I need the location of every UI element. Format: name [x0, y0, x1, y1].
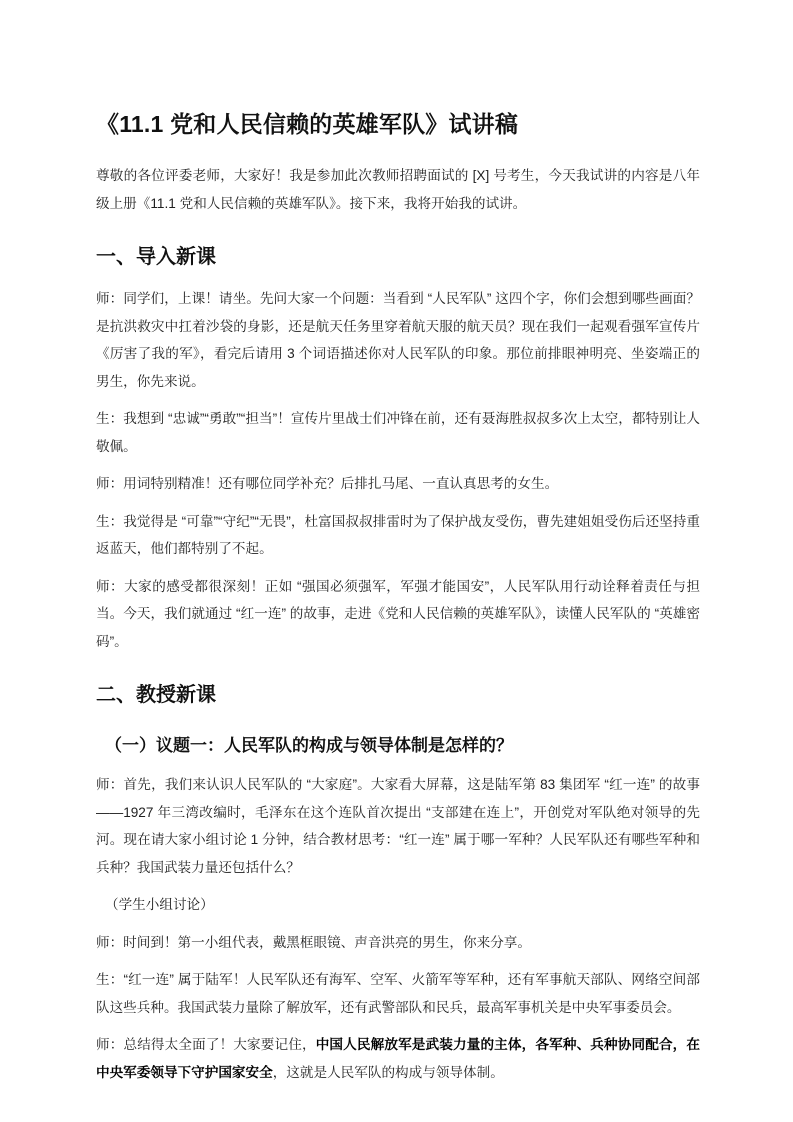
summary-lead-text: 师：总结得太全面了！大家要记住， — [96, 1037, 316, 1052]
summary-key-point-bold: 中国人民解放军是武装力量的主体，各军种、兵种协同配合，在中央军委领导下守护国家安全 — [96, 1037, 700, 1080]
paragraph-teacher-topic1-question: 师：首先，我们来认识人民军队的 “大家庭”。大家看大屏幕，这是陆军第 83 集团军 “红一连” 的故事 ——1927 年三湾改编时，毛泽东在这个连队首次提出 “支部建在连上”，开创党对军队绝对领导的先河。现在请大家小组讨论 1 分钟，结合教材思考：“红一连” 属于哪一军种？人民军队还有哪些军种和兵种？我国武装力量还包括什么？ — [96, 777, 700, 875]
intro-paragraph: 尊敬的各位评委老师，大家好！我是参加此次教师招聘面试的 [X] 号考生，今天我试讲的内容是八年级上册《11.1 党和人民信赖的英雄军队》。接下来，我将开始我的试讲。 — [96, 168, 700, 211]
paragraph-teacher-topic1-summary — [96, 1031, 700, 1086]
subsection-heading-topic-1: （一）议题一：人民军队的构成与领导体制是怎样的？ — [105, 736, 513, 755]
paragraph-teacher-transition: 师：大家的感受都很深刻！正如 “强国必须强军，军强才能国安”，人民军队用行动诠释着责任与担当。今天，我们就通过 “红一连” 的故事，走进《党和人民信赖的英雄军队》，读懂人民军队的 “英雄密码”。 — [96, 578, 700, 649]
document-content — [96, 108, 700, 1096]
section-heading-2: 二、教授新课 — [96, 684, 216, 706]
paragraph-student-response-1: 生：我想到 “忠诚”“勇敢”“担当”！宣传片里战士们冲锋在前，还有聂海胜叔叔多次上太空，都特别让人敬佩。 — [96, 411, 700, 454]
paragraph-student-topic1-answer: 生：“红一连” 属于陆军！人民军队还有海军、空军、火箭军等军种，还有军事航天部队、网络空间部队这些兵种。我国武装力量除了解放军，还有武警部队和民兵，最高军事机关是中央军事委员会。 — [96, 972, 700, 1015]
paragraph-teacher-followup: 师：用词特别精准！还有哪位同学补充？后排扎马尾、一直认真思考的女生。 — [96, 476, 559, 491]
paragraph-stage-direction-discussion: （学生小组讨论） — [105, 897, 214, 912]
section-heading-1: 一、导入新课 — [96, 246, 216, 268]
page-title: 《11.1 党和人民信赖的英雄军队》试讲稿 — [96, 111, 519, 137]
summary-tail-text: ，这就是人民军队的构成与领导体制。 — [272, 1064, 504, 1080]
paragraph-teacher-intro: 师：同学们，上课！请坐。先问大家一个问题：当看到 “人民军队” 这四个字，你们会想到哪些画面？是抗洪救灾中扛着沙袋的身影，还是航天任务里穿着航天服的航天员？现在我们一起观看强军宣传片《厉害了我的军》，看完后请用 3 个词语描述你对人民军队的印象。那位前排眼神明亮、坐姿端正的男生，你先来说。 — [96, 291, 700, 389]
paragraph-teacher-call-on-group: 师：时间到！第一小组代表，戴黑框眼镜、声音洪亮的男生，你来分享。 — [96, 934, 531, 950]
paragraph-student-response-2: 生：我觉得是 “可靠”“守纪”“无畏”，杜富国叔叔排雷时为了保护战友受伤，曹先建姐姐受伤后还坚持重返蓝天，他们都特别了不起。 — [96, 513, 700, 556]
